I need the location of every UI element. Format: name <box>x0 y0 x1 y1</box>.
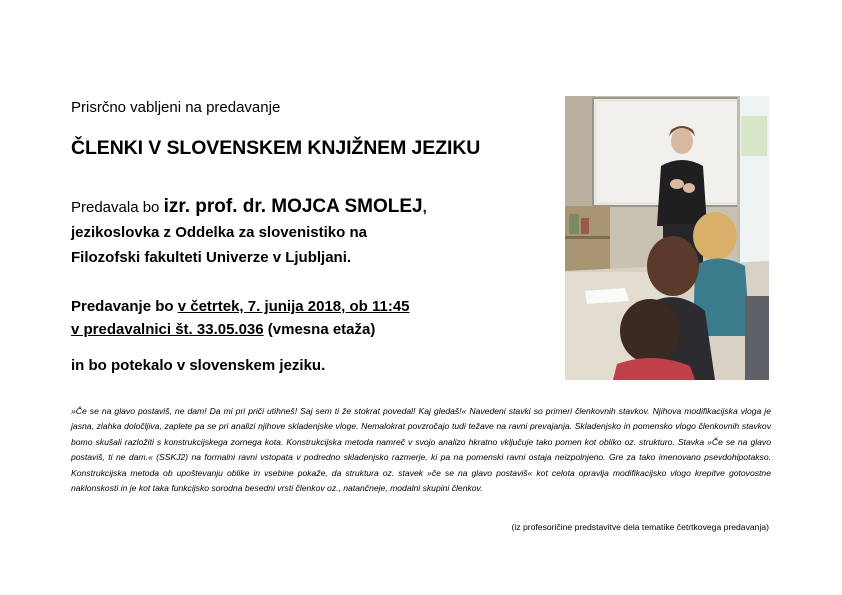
schedule-room-note: (vmesna etaža) <box>263 321 376 338</box>
presenter-name: izr. prof. dr. MOJCA SMOLEJ <box>163 196 423 217</box>
schedule-prefix: Predavanje bo <box>71 298 178 315</box>
schedule-room-line <box>71 318 410 341</box>
presenter-line <box>71 194 427 220</box>
schedule-room: v predavalnici št. 33.05.036 <box>71 321 264 338</box>
schedule-datetime: v četrtek, 7. junija 2018, ob 11:45 <box>177 298 410 315</box>
presenter-affiliation-line-1: jezikoslovka z Oddelka za slovenistiko na <box>71 224 367 241</box>
presenter-block <box>71 194 427 270</box>
presenter-comma: , <box>422 199 427 216</box>
presenter-prefix: Predavala bo <box>71 199 164 216</box>
lecture-title: ČLENKI V SLOVENSKEM KNJIŽNEM JEZIKU <box>71 137 481 159</box>
lecture-photo <box>565 96 769 380</box>
presenter-affiliation-line-2: Filozofski fakulteti Univerze v Ljubljani. <box>71 249 352 266</box>
lecture-abstract: »Če se na glavo postaviš, ne dam! Da mi pri priči utihneš! Saj sem ti že stokrat povedal! Kaj gledaš!« Navedeni stavki so primeri členkovnih stavkov. Njihova modifikacijska vloga je jasna, zlahka določljiva, zaplete pa se pri analizi njihove skladenjske vloge. Nemalokrat povzročajo tudi težave na ravni prevajanja. Skladenjsko in pomensko vlogo členkovnih stavkov bomo skušali razložiti s konstrukcijskega zornega kota. Konstrukcijska metoda namreč v svojo analizo hkratno vključuje tako pomen kot obliko oz. strukturo. Stavka »Če se na glavo postaviš, ti ne dam.« (SSKJ2) na formalni ravni vstopata v podredno skladenjsko razmerje, ki pa na pomenski ravni ostaja neizpolnjeno. Gre za tako imenovano psevdohipotakso. Konstrukcijska metoda ob upoštevanju oblike in vsebine pokaže, da struktura oz. stavek »če se na glavo postaviš« kot celota opravlja modifikacijsko vlogo krepitve gotovostne naklonskosti in je kot taka funkcijsko sorodna besedni vrsti členkov oz., natančneje, modalni skupini členkov. <box>71 406 771 494</box>
invitation-intro: Prisrčno vabljeni na predavanje <box>71 99 281 116</box>
schedule-date-line <box>71 295 410 318</box>
language-note: in bo potekalo v slovenskem jeziku. <box>71 357 326 374</box>
schedule-block <box>71 295 410 341</box>
abstract-source-note: (iz profesoričine predstavitve dela tematike četrtkovega predavanja) <box>511 522 769 532</box>
